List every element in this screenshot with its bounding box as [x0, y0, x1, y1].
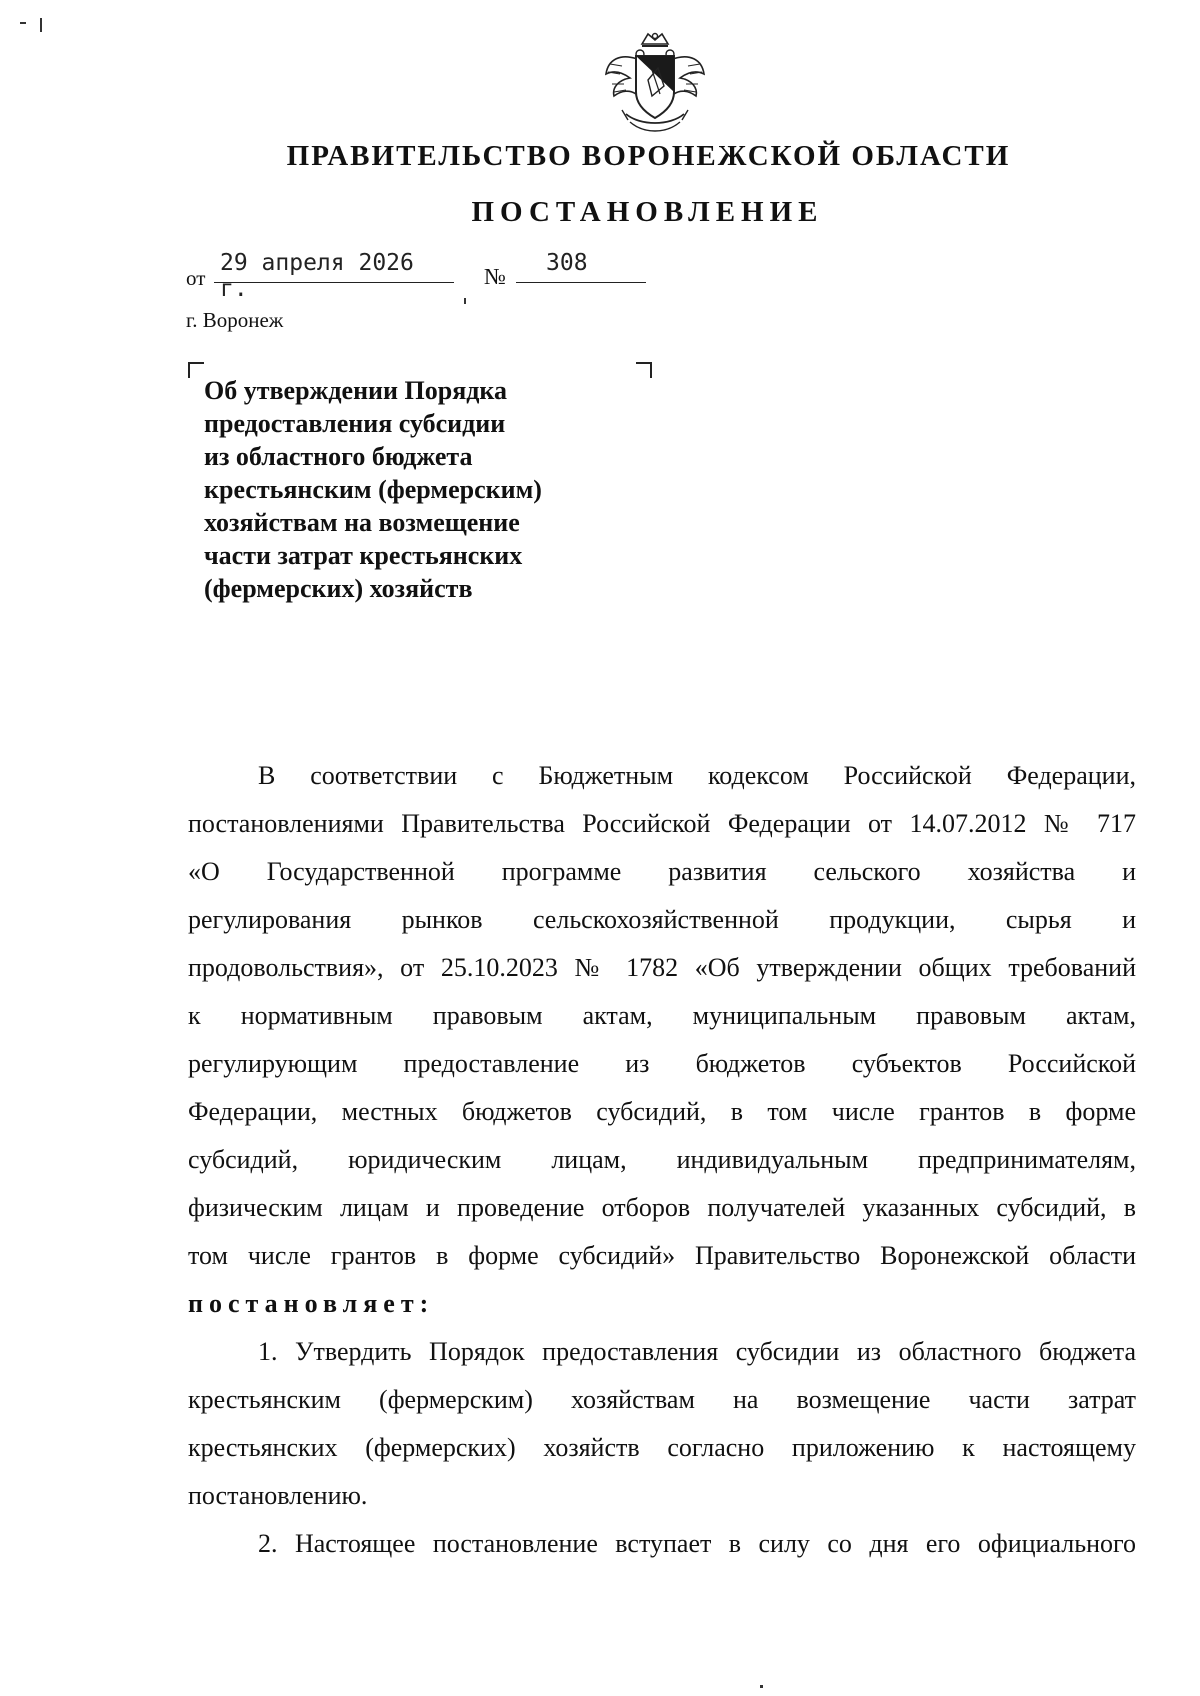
document-date: 29 апреля 2026 г. [220, 250, 414, 302]
preamble-line: регулирования рынков сельскохозяйственной продукции, сырья и [188, 905, 1136, 934]
preamble-line: Федерации, местных бюджетов субсидий, в том числе грантов в форме [188, 1097, 1136, 1126]
item-1-paragraph [188, 1328, 1136, 1520]
coat-of-arms-icon [600, 30, 710, 140]
document-subject [204, 374, 644, 605]
subject-line: предоставления субсидии [204, 409, 506, 438]
subject-line: хозяйствам на возмещение [204, 508, 520, 537]
preamble-line: «О Государственной программе развития сельского хозяйства и [188, 857, 1136, 886]
preamble-line: физическим лицам и проведение отборов получателей указанных субсидий, в [188, 1193, 1136, 1222]
number-sign: № [484, 264, 506, 289]
scan-artifact [20, 22, 26, 24]
preamble-line: регулирующим предоставление из бюджетов субъектов Российской [188, 1049, 1136, 1078]
preamble-line: том числе грантов в форме субсидий» Правительство Воронежской области [188, 1241, 1136, 1270]
item-2-paragraph [188, 1520, 1136, 1568]
preamble-line: субсидий, юридическим лицам, индивидуальным предпринимателям, [188, 1145, 1136, 1174]
item-1-line: 1. Утвердить Порядок предоставления субсидии из областного бюджета [258, 1337, 1136, 1366]
preamble-paragraph [188, 752, 1136, 1328]
date-number-line [186, 248, 646, 302]
date-field [214, 248, 454, 302]
subject-line: части затрат крестьянских [204, 541, 523, 570]
subject-line: (фермерских) хозяйств [204, 574, 473, 603]
scan-artifact [760, 1685, 763, 1688]
organization-title: ПРАВИТЕЛЬСТВО ВОРОНЕЖСКОЙ ОБЛАСТИ [286, 140, 1011, 172]
preamble-line: продовольствия», от 25.10.2023 № 1782 «Об утверждении общих требований [188, 953, 1136, 982]
preamble-line: постановлениями Правительства Российской Федерации от 14.07.2012 № 717 [188, 809, 1136, 838]
city-label: г. Воронеж [186, 308, 284, 332]
subject-bracket-left [188, 362, 204, 378]
subject-line: из областного бюджета [204, 442, 473, 471]
document-type: ПОСТАНОВЛЕНИЕ [471, 196, 824, 228]
subject-line: Об утверждении Порядка [204, 376, 508, 405]
item-1-line: крестьянских (фермерских) хозяйств согласно приложению к настоящему [188, 1433, 1136, 1462]
item-1-line: постановлению. [188, 1481, 368, 1510]
scan-artifact [40, 18, 42, 32]
document-number: 308 [546, 250, 588, 276]
date-prefix: от [186, 266, 206, 290]
scan-artifact [464, 298, 466, 304]
subject-line: крестьянским (фермерским) [204, 475, 542, 504]
item-1-line: крестьянским (фермерским) хозяйствам на возмещение части затрат [188, 1385, 1136, 1414]
decree-word: постановляет: [188, 1289, 435, 1318]
item-2-line: 2. Настоящее постановление вступает в силу со дня его официального [258, 1529, 1136, 1558]
preamble-line: В соответствии с Бюджетным кодексом Российской Федерации, [258, 761, 1136, 790]
preamble-line: к нормативным правовым актам, муниципальным правовым актам, [188, 1001, 1136, 1030]
number-field [516, 248, 646, 283]
document-body [188, 752, 1136, 1568]
